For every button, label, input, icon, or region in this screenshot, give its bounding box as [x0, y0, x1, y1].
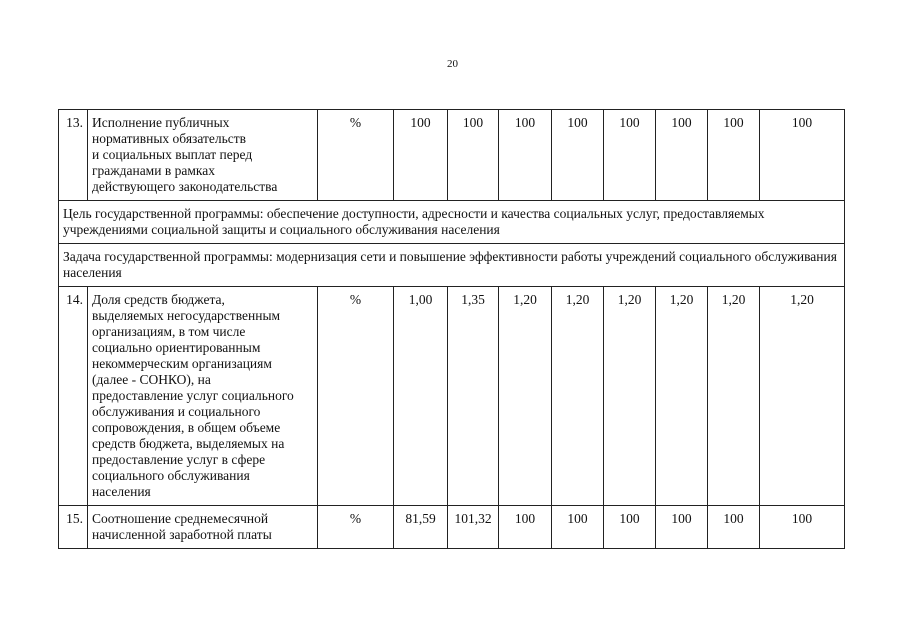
- unit-cell: %: [318, 110, 394, 201]
- value-cell: 100: [448, 110, 499, 201]
- program-task: Задача государственной программы: модернизация сети и повышение эффективности работы учреждений социального обслуживания населения: [59, 244, 845, 287]
- unit-cell: %: [318, 287, 394, 506]
- row-number: 14.: [59, 287, 88, 506]
- value-cell: 100: [552, 110, 604, 201]
- indicator-name-line: и социальных выплат перед: [92, 147, 253, 162]
- value-cell: 100: [394, 110, 448, 201]
- indicator-name: [88, 506, 318, 549]
- value-cell: 100: [499, 110, 552, 201]
- indicator-name-line: средств бюджета, выделяемых на: [92, 436, 285, 451]
- value-cell: 1,20: [552, 287, 604, 506]
- table-row: [59, 506, 845, 549]
- program-goal: Цель государственной программы: обеспечение доступности, адресности и качества социальных услуг, предоставляемых учреждениями социальной защиты и социального обслуживания населения: [59, 201, 845, 244]
- indicator-name-line: Доля средств бюджета,: [92, 292, 225, 307]
- indicator-name-line: начисленной заработной платы: [92, 527, 272, 542]
- value-cell: 100: [552, 506, 604, 549]
- indicator-name-line: обслуживания и социального: [92, 404, 261, 419]
- value-cell: 1,20: [499, 287, 552, 506]
- value-cell: 100: [499, 506, 552, 549]
- value-cell: 1,20: [656, 287, 708, 506]
- value-cell: 1,20: [604, 287, 656, 506]
- indicator-name-line: нормативных обязательств: [92, 131, 247, 146]
- indicator-name-line: гражданами в рамках: [92, 163, 215, 178]
- indicator-name-line: предоставление услуг в сфере: [92, 452, 266, 467]
- value-cell: 1,20: [708, 287, 760, 506]
- row-number: 15.: [59, 506, 88, 549]
- indicator-name-line: некоммерческим организациям: [92, 356, 272, 371]
- indicator-name-line: социально ориентированным: [92, 340, 261, 355]
- indicator-name-line: населения: [92, 484, 151, 499]
- value-cell: 100: [656, 110, 708, 201]
- value-cell: 100: [656, 506, 708, 549]
- page-number: 20: [447, 58, 458, 70]
- indicator-name-line: организациям, в том числе: [92, 324, 246, 339]
- value-cell: 1,00: [394, 287, 448, 506]
- value-cell: 1,20: [760, 287, 845, 506]
- value-cell: 100: [604, 506, 656, 549]
- indicator-name-line: Исполнение публичных: [92, 115, 230, 130]
- row-number: 13.: [59, 110, 88, 201]
- value-cell: 100: [604, 110, 656, 201]
- value-cell: 100: [760, 506, 845, 549]
- indicator-name-line: предоставление услуг социального: [92, 388, 294, 403]
- table-row: [59, 201, 845, 244]
- value-cell: 1,35: [448, 287, 499, 506]
- value-cell: 101,32: [448, 506, 499, 549]
- table-row: [59, 244, 845, 287]
- indicator-name-line: (далее - СОНКО), на: [92, 372, 211, 387]
- indicator-name-line: сопровождения, в общем объеме: [92, 420, 281, 435]
- value-cell: 81,59: [394, 506, 448, 549]
- table-row: [59, 110, 845, 201]
- indicators-table: [58, 109, 845, 549]
- indicator-name-line: выделяемых негосударственным: [92, 308, 281, 323]
- indicator-name: [88, 110, 318, 201]
- indicator-name-line: действующего законодательства: [92, 179, 278, 194]
- value-cell: 100: [708, 506, 760, 549]
- value-cell: 100: [760, 110, 845, 201]
- value-cell: 100: [708, 110, 760, 201]
- table-row: [59, 287, 845, 506]
- indicator-name: [88, 287, 318, 506]
- indicator-name-line: социального обслуживания: [92, 468, 250, 483]
- indicator-name-line: Соотношение среднемесячной: [92, 511, 269, 526]
- unit-cell: %: [318, 506, 394, 549]
